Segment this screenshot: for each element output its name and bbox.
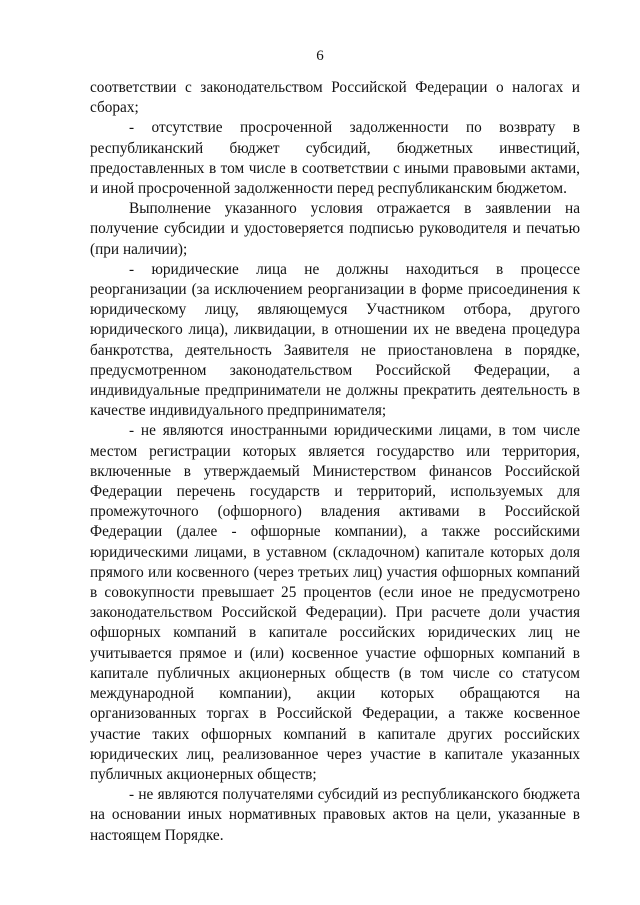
paragraph-not-subsidy-recipient: - не являются получателями субсидий из республиканского бюджета на основании иных нормативных правовых актов на цели, указанные в настоящем Порядке. <box>90 786 580 844</box>
paragraph-condition-confirmation: Выполнение указанного условия отражается в заявлении на получение субсидии и удостоверяется подписью руководителя и печатью (при наличии); <box>90 200 580 258</box>
paragraph-no-reorganization: - юридические лица не должны находиться в процессе реорганизации (за исключением реорганизации в форме присоединения к юридическому лицу, являющемуся Участником отбора, другого юридического лица), ликвидации, в отношении их не введена процедура банкротства, деятельность Заявителя не приостановлена в порядке, предусмотренном законодательством Российской Федерации, а индивидуальные предприниматели не должны прекратить деятельность в качестве индивидуального предпринимателя; <box>90 260 580 420</box>
paragraph-no-debt: - отсутствие просроченной задолженности по возврату в республиканский бюджет субсидий, бюджетных инвестиций, предоставленных в том числе в соответствии с иными правовыми актами, и иной просроченной задолженности перед республиканским бюджетом. <box>90 119 580 198</box>
paragraph-continuation: соответствии с законодательством Российской Федерации о налогах и сборах; <box>90 79 580 117</box>
document-body <box>90 78 580 846</box>
page-number: 6 <box>316 48 324 64</box>
paragraph-not-foreign-entity: - не являются иностранными юридическими лицами, в том числе местом регистрации которых является государство или территория, включенные в утверждаемый Министерством финансов Российской Федерации перечень государств и территорий, используемых для промежуточного (офшорного) владения активами в Российской Федерации (далее - офшорные компании), а также российскими юридическими лицами, в уставном (складочном) капитале которых доля прямого или косвенного (через третьих лиц) участия офшорных компаний в совокупности превышает 25 процентов (если иное не предусмотрено законодательством Российской Федерации). При расчете доли участия офшорных компаний в капитале российских юридических лиц не учитывается прямое и (или) косвенное участие офшорных компаний в капитале публичных акционерных обществ (в том числе со статусом международной компании), акции которых обращаются на организованных торгах в Российской Федерации, а также косвенное участие таких офшорных компаний в капитале других российских юридических лиц, реализованное через участие в капитале указанных публичных акционерных обществ; <box>90 422 580 783</box>
